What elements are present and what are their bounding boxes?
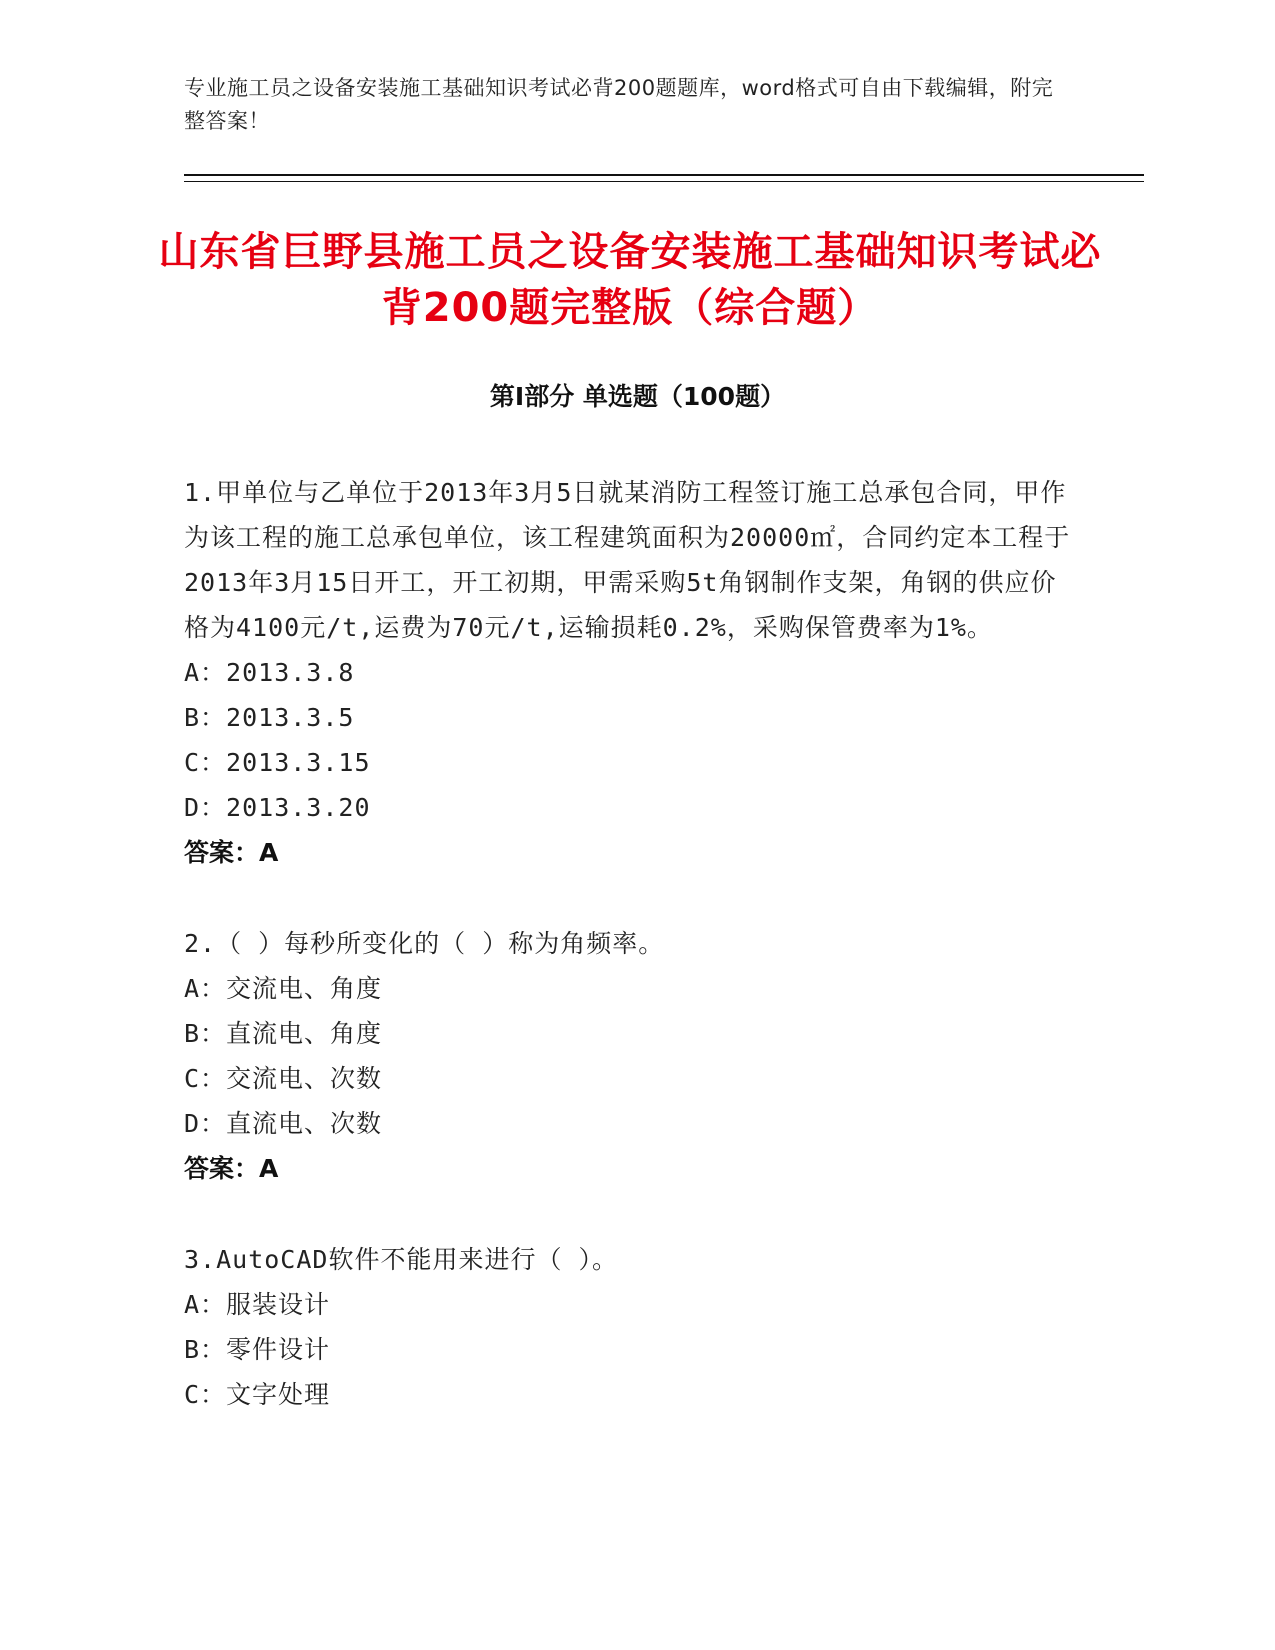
option-b: B：零件设计 <box>184 1335 331 1364</box>
option-d: D：2013.3.20 <box>184 793 371 822</box>
question-list <box>184 470 1074 1463</box>
header-rule-thin <box>184 181 1144 182</box>
question-1 <box>184 470 1074 875</box>
question-stem: 2.（ ）每秒所变化的（ ）称为角频率。 <box>184 929 665 958</box>
option-c: C：交流电、次数 <box>184 1064 383 1093</box>
option-c: C：文字处理 <box>184 1380 331 1409</box>
option-b: B：直流电、角度 <box>184 1019 383 1048</box>
header-rule-thick <box>184 174 1144 176</box>
option-a: A：服装设计 <box>184 1290 331 1319</box>
option-a: A：交流电、角度 <box>184 974 383 1003</box>
answer: 答案：A <box>184 838 279 867</box>
option-a: A：2013.3.8 <box>184 658 355 687</box>
option-c: C：2013.3.15 <box>184 748 371 777</box>
question-stem: 3.AutoCAD软件不能用来进行（ ）。 <box>184 1245 619 1274</box>
question-3 <box>184 1237 1074 1417</box>
section-heading: 第Ⅰ部分 单选题（100题） <box>489 382 786 411</box>
question-2 <box>184 921 1074 1191</box>
answer: 答案：A <box>184 1154 279 1183</box>
option-d: D：直流电、次数 <box>184 1109 383 1138</box>
question-stem: 1.甲单位与乙单位于2013年3月5日就某消防工程签订施工总承包合同，甲作为该工程的施工总承包单位，该工程建筑面积为20000㎡，合同约定本工程于2013年3月15日开工，开工初期，甲需采购5t角钢制作支架，角钢的供应价格为4100元/t,运费为70元/t,运输损耗0.2%，采购保管费率为1%。 <box>184 478 1071 642</box>
option-b: B：2013.3.5 <box>184 703 355 732</box>
document-title: 山东省巨野县施工员之设备安装施工基础知识考试必背200题完整版（综合题） <box>158 229 1102 331</box>
header-note: 专业施工员之设备安装施工基础知识考试必背200题题库，word格式可自由下载编辑，附完整答案！ <box>184 76 1054 133</box>
